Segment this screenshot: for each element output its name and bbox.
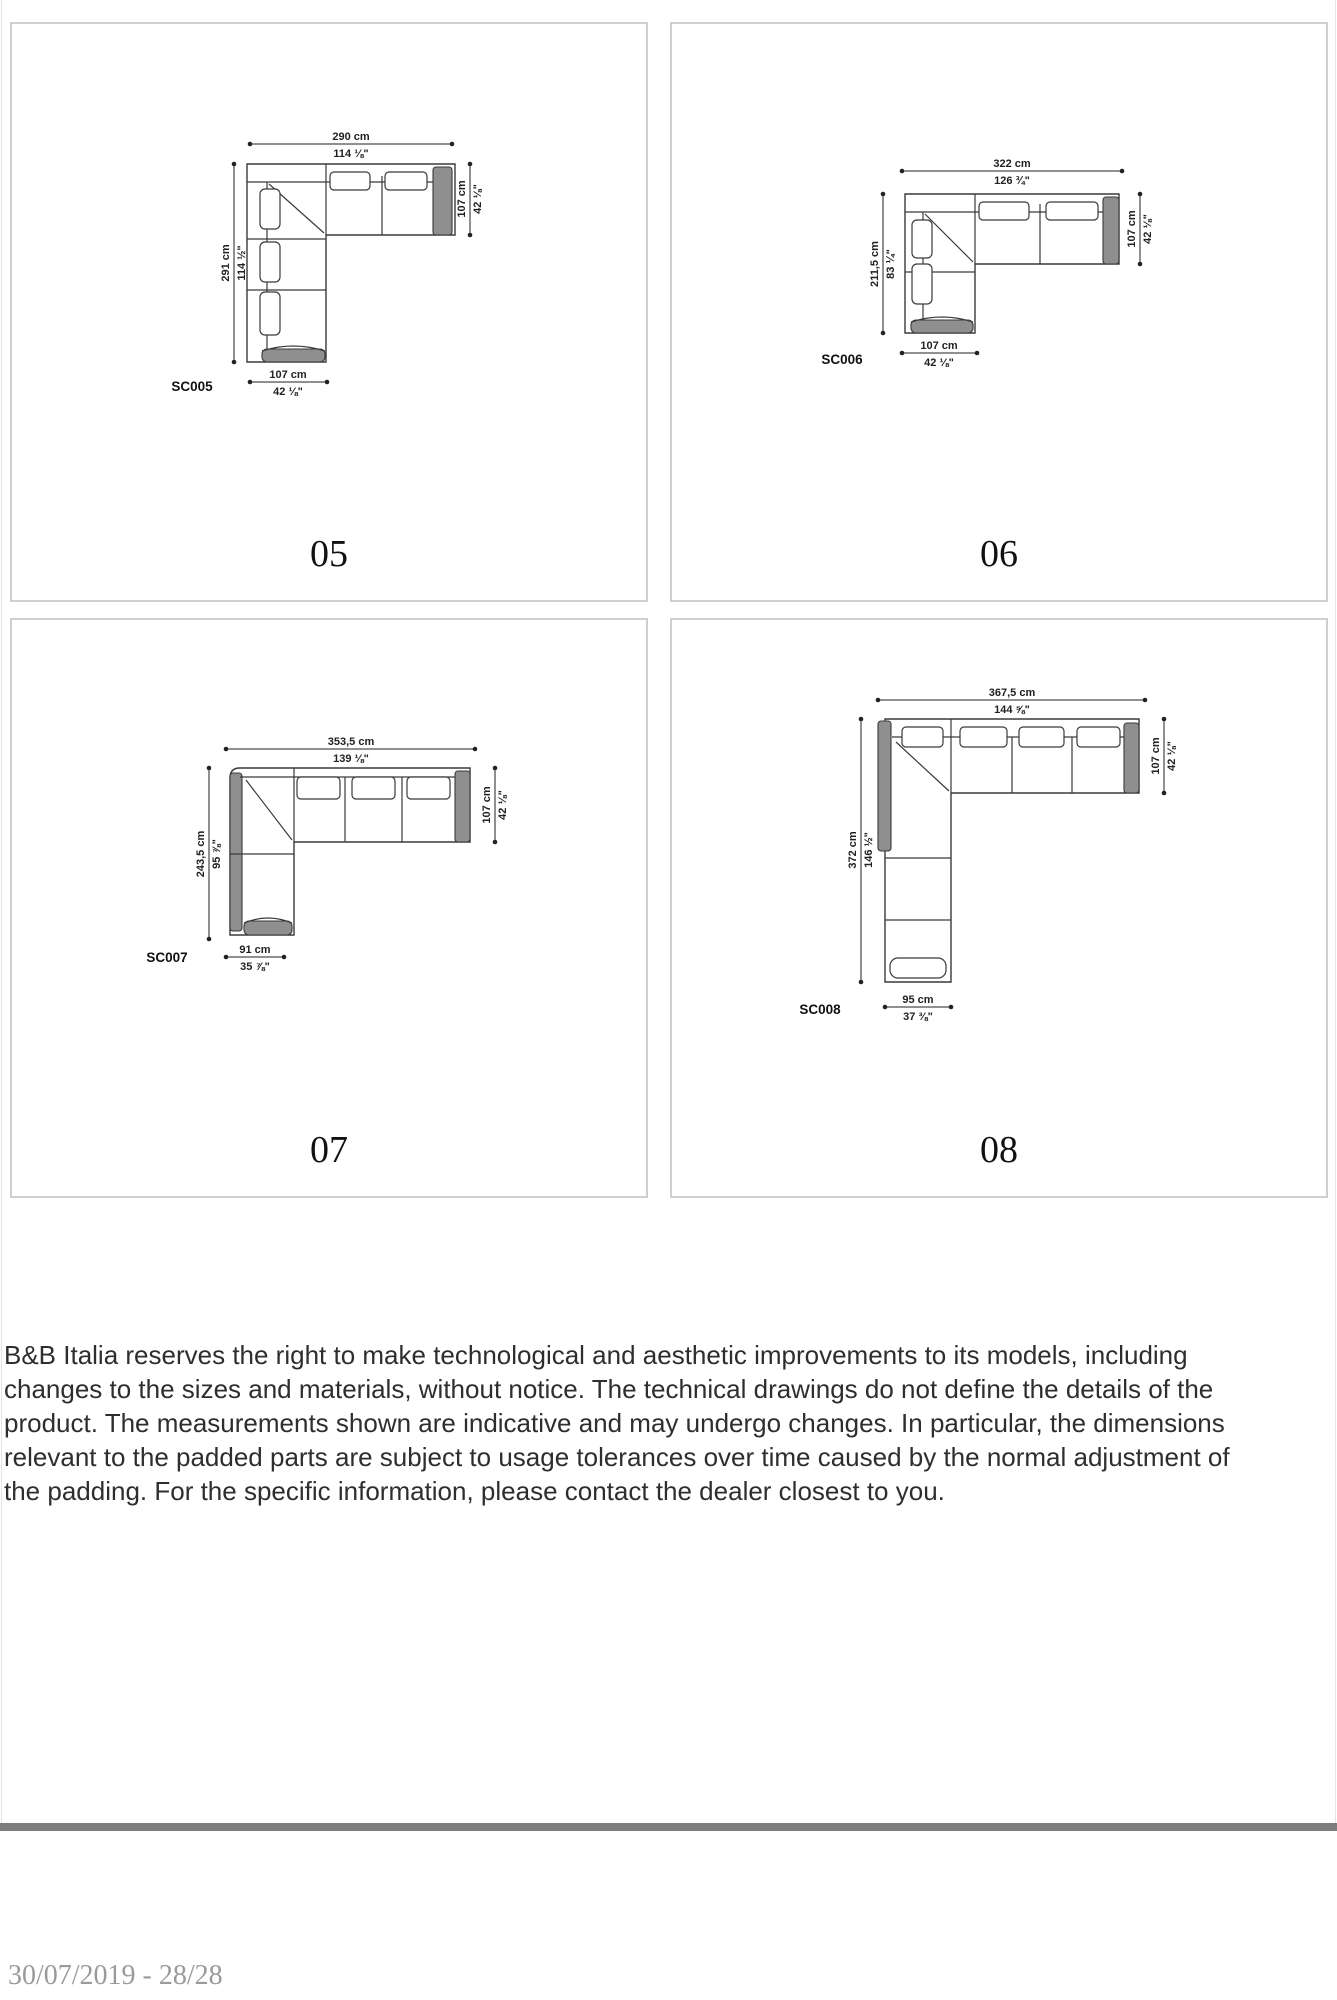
dim-left-cm: 243,5 cm [195,830,207,878]
dimension-top [224,736,478,765]
dim-bottom-in: 35 ⅞" [240,961,270,973]
product-code: SC005 [171,379,213,394]
disclaimer-line: product. The measurements shown are indicative and may undergo changes. In particular, the dimensions [4,1408,1225,1438]
dim-bottom-cm: 107 cm [920,340,958,352]
armrest-right [433,167,452,235]
back-cushion [260,189,280,229]
dim-bottom-cm: 91 cm [239,944,271,956]
dimension-bottom [224,944,287,973]
dim-right-in: 42 ⅛" [1166,741,1178,771]
back-cushion [1077,727,1120,747]
dim-right-in: 42 ⅛" [1142,214,1154,244]
dim-left-cm: 291 cm [220,244,232,282]
dimension-right [1126,192,1154,267]
dimension-top [876,687,1148,716]
footer-divider-bar [0,1823,1337,1831]
dim-top-in: 139 ⅛" [333,753,369,765]
back-cushion [260,292,280,335]
disclaimer-line: the padding. For the specific information, please contact the dealer closest to you. [4,1476,945,1506]
dimension-right [481,766,509,845]
chaise-backrest-left [230,773,242,931]
dim-right-cm: 107 cm [1150,737,1162,775]
dimension-left [195,766,223,942]
dim-right-cm: 107 cm [1126,210,1138,248]
dim-left-cm: 372 cm [847,831,859,869]
back-cushion [352,777,395,799]
dim-left-in: 114 ½" [236,245,248,281]
dim-bottom-in: 42 ⅛" [273,386,303,398]
technical-drawing-sc007 [12,620,646,1196]
back-cushion [260,242,280,282]
dimension-bottom [248,369,330,398]
back-cushion [330,172,370,190]
sofa-plan-sc008 [878,719,1139,982]
dim-left-in: 146 ½" [863,832,875,868]
dim-right-in: 42 ⅛" [497,790,509,820]
back-cushion [960,727,1007,747]
armrest-right [1103,197,1119,264]
panel-07 [10,618,648,1198]
dim-left-in: 83 ¼" [885,249,897,279]
technical-drawing-sc008 [672,620,1326,1196]
dim-top-cm: 367,5 cm [988,687,1036,699]
sofa-plan-sc007 [230,768,470,935]
panel-number: 07 [310,1129,348,1171]
dim-left-in: 95 ⅞" [211,839,223,869]
back-cushion [1019,727,1064,747]
dimension-left [220,162,248,365]
footer-date-page: 30/07/2019 - 28/28 [8,1960,223,1991]
dim-bottom-in: 37 ⅜" [903,1011,933,1023]
back-cushion [297,777,340,799]
chaise-backrest-left [878,721,891,851]
product-code: SC007 [146,950,188,965]
disclaimer-paragraph [4,1338,1334,1508]
dimension-top [248,131,455,160]
disclaimer-line: B&B Italia reserves the right to make technological and aesthetic improvements to its models, including [4,1340,1188,1370]
dim-bottom-in: 42 ⅛" [924,357,954,369]
seat-cushion-end [890,958,946,978]
dim-right-in: 42 ⅛" [472,184,484,214]
panel-number: 05 [310,533,348,575]
dim-right-cm: 107 cm [481,786,493,824]
dim-bottom-cm: 95 cm [902,994,934,1006]
dimension-right [456,162,484,238]
dim-right-cm: 107 cm [456,180,468,218]
back-cushion [407,777,450,799]
panel-number: 06 [980,533,1018,575]
panel-number: 08 [980,1129,1018,1171]
dim-top-in: 126 ¾" [994,175,1030,187]
panel-05 [10,22,648,602]
dim-bottom-cm: 107 cm [269,369,307,381]
back-cushion [912,264,932,304]
technical-drawing-sc005 [12,24,646,600]
dim-left-cm: 211,5 cm [869,241,881,287]
dimension-left [869,192,897,336]
dim-top-in: 144 ⅝" [994,704,1030,716]
sofa-plan-sc005 [247,164,455,362]
chaise-end-base [911,320,973,333]
dim-top-in: 114 ⅛" [333,148,369,160]
panel-06 [670,22,1328,602]
technical-drawing-sc006 [672,24,1326,600]
chaise-end-base [244,921,292,935]
dimension-right [1150,717,1178,796]
back-cushion [1046,202,1098,220]
sofa-plan-sc006 [905,194,1119,333]
panel-08 [670,618,1328,1198]
dimension-left [847,717,875,985]
page-edge-right [1335,0,1336,1830]
back-cushion [385,172,427,190]
page-edge-left [1,0,2,1830]
dim-top-cm: 353,5 cm [327,736,375,748]
product-code: SC008 [799,1002,841,1017]
back-cushion [912,220,932,258]
dim-top-cm: 322 cm [993,158,1031,170]
armrest-right [455,771,470,842]
chaise-end-base [262,349,325,362]
disclaimer-line: relevant to the padded parts are subject to usage tolerances over time caused by the normal adjustment of [4,1442,1230,1472]
dimension-bottom [883,994,954,1023]
armrest-right [1124,723,1139,793]
back-cushion [902,727,943,747]
dim-top-cm: 290 cm [332,131,370,143]
disclaimer-line: changes to the sizes and materials, without notice. The technical drawings do not define the details of the [4,1374,1214,1404]
dimension-top [900,158,1125,187]
dimension-bottom [900,340,980,369]
back-cushion [979,202,1029,220]
product-code: SC006 [821,352,863,367]
